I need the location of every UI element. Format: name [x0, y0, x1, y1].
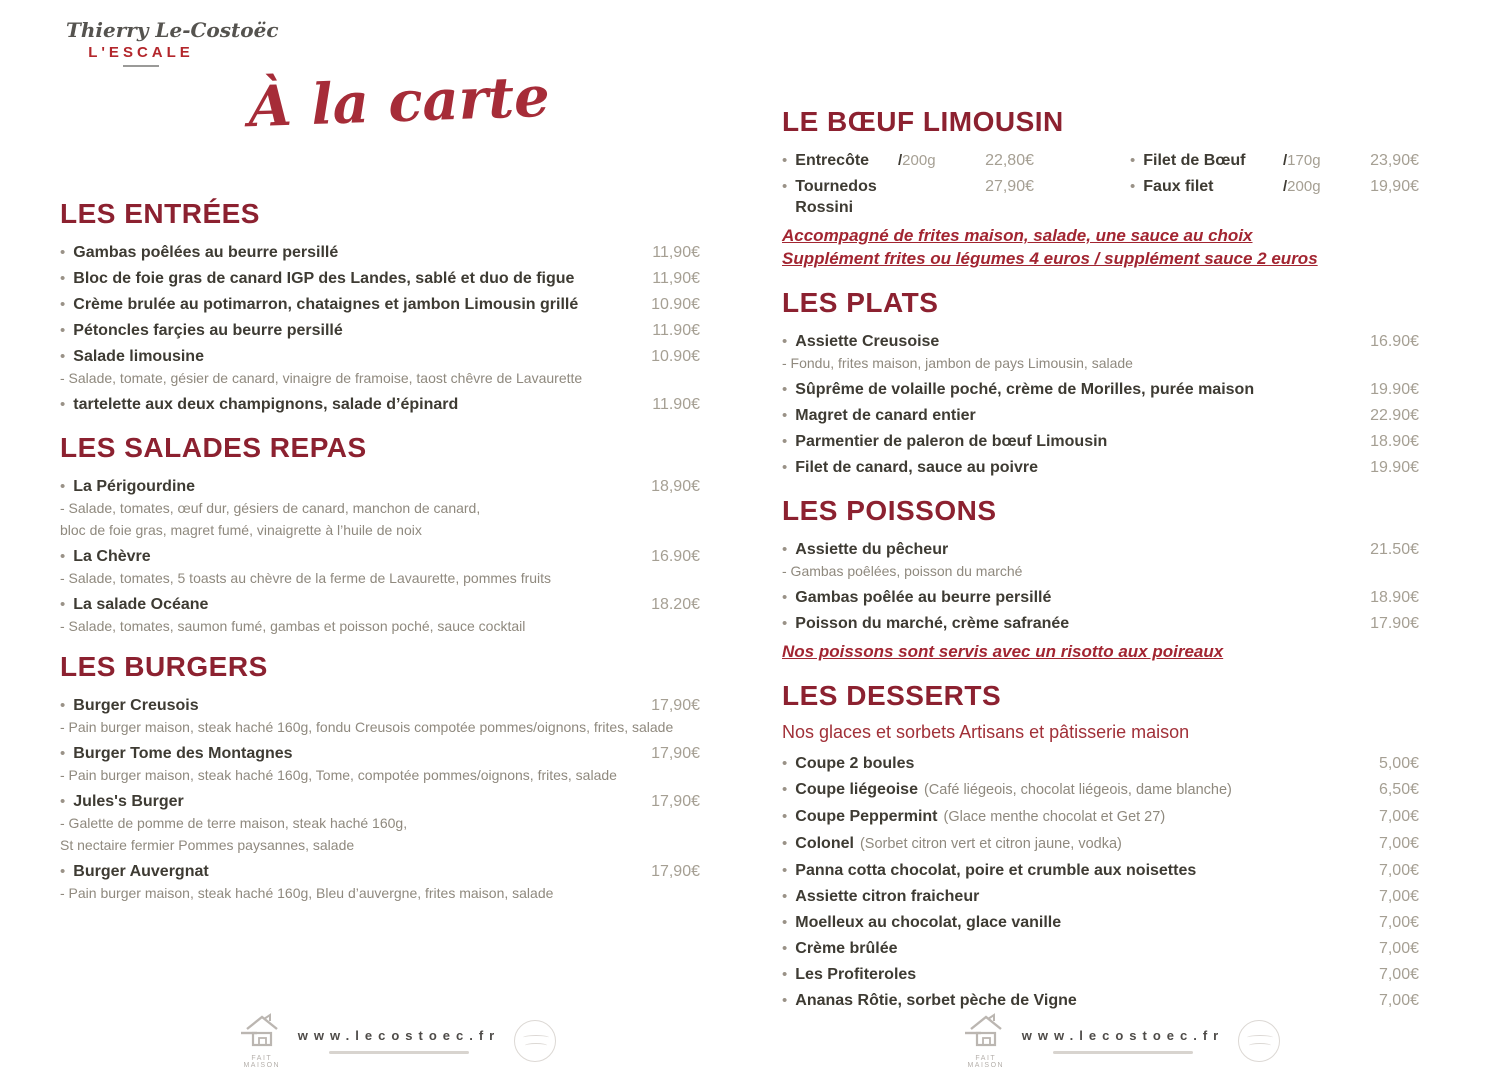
menu-item [60, 394, 700, 415]
menu-item-price: 19,90€ [1370, 178, 1419, 195]
menu-item [782, 431, 1419, 452]
bullet-icon: • [60, 548, 66, 565]
menu-item [782, 938, 1419, 959]
menu-item-weight [1283, 150, 1347, 171]
menu-column-left [60, 198, 700, 909]
menu-item-name: Gambas poêlée au beurre persillé [795, 589, 1052, 606]
fait-maison-label: FAIT MAISON [967, 1055, 1005, 1069]
section-les-salades-repas [60, 432, 700, 634]
bullet-icon: • [60, 270, 66, 287]
bullet-icon: • [60, 478, 66, 495]
menu-item [1130, 176, 1419, 197]
section-note: Nos poissons sont servis avec un risotto aux poireaux [782, 642, 1224, 661]
bullet-icon: • [782, 589, 788, 606]
menu-item-name: Entrecôte [795, 152, 870, 169]
slash-glyph: / [1283, 152, 1288, 169]
bullet-icon: • [782, 459, 788, 476]
section-items [60, 476, 700, 634]
menu-item-price: 7,00€ [1378, 992, 1419, 1009]
bullet-icon: • [782, 541, 788, 558]
menu-item-name: Faux filet [1143, 178, 1214, 195]
menu-item-description: bloc de foie gras, magret fumé, vinaigrette à l’huile de noix [60, 522, 422, 538]
menu-column-right [782, 106, 1419, 1016]
menu-item-name: Ananas Rôtie, sorbet pèche de Vigne [795, 992, 1077, 1009]
fait-maison-logo [964, 1012, 1008, 1069]
weight-value: 200g [1287, 178, 1321, 195]
bullet-icon: • [60, 396, 66, 413]
footer-right [967, 1012, 1272, 1069]
section-heading: LE BŒUF LIMOUSIN [782, 106, 1064, 137]
menu-item [60, 476, 700, 497]
fine-print-line [329, 1051, 469, 1054]
menu-item-price: 27,90€ [985, 178, 1034, 195]
menu-item [60, 346, 700, 367]
section-les-burgers [60, 651, 700, 901]
site-url-block [1022, 1028, 1224, 1054]
footer-left [243, 1012, 548, 1069]
menu-item [782, 779, 1419, 801]
menu-item [782, 587, 1419, 608]
menu-item-name: Jules's Burger [73, 793, 184, 810]
menu-item-name: Magret de canard entier [795, 407, 976, 424]
menu-item-name: Parmentier de paleron de bœuf Limousin [795, 433, 1108, 450]
beef-item-cell [1130, 150, 1419, 171]
menu-item-description: - Fondu, frites maison, jambon de pays Limousin, salade [782, 355, 1133, 371]
bullet-icon: • [60, 348, 66, 365]
bullet-icon: • [782, 862, 788, 879]
menu-item-name: Coupe liégeoise [795, 781, 918, 798]
menu-item [782, 176, 1034, 218]
menu-item-name: Burger Creusois [73, 697, 199, 714]
restaurant-logo [66, 18, 279, 67]
bullet-icon: • [782, 755, 788, 772]
menu-item-price: 17,90€ [651, 697, 700, 714]
bullet-icon: • [782, 914, 788, 931]
fine-print-line [1053, 1051, 1193, 1054]
menu-item-description: - Pain burger maison, steak haché 160g, Bleu d’auvergne, frites maison, salade [60, 885, 554, 901]
fait-maison-label: FAIT MAISON [243, 1055, 281, 1069]
menu-item-name: Assiette citron fraicheur [795, 888, 980, 905]
menu-item [782, 539, 1419, 560]
section-les-entrees [60, 198, 700, 415]
menu-item-name: Les Profiteroles [795, 966, 917, 983]
menu-item [60, 294, 700, 315]
menu-item-price: 7,00€ [1378, 888, 1419, 905]
bullet-icon: • [60, 793, 66, 810]
menu-item-price: 10.90€ [651, 296, 700, 313]
menu-item [782, 964, 1419, 985]
bullet-icon: • [782, 433, 788, 450]
menu-item [60, 546, 700, 567]
bullet-icon: • [782, 615, 788, 632]
section-items [60, 242, 700, 415]
menu-item-price: 19.90€ [1370, 381, 1419, 398]
section-les-desserts [782, 680, 1419, 1011]
section-heading: LES DESSERTS [782, 680, 1002, 711]
menu-item [782, 990, 1419, 1011]
menu-item-price: 11.90€ [652, 322, 700, 339]
menu-item-name: Sûprême de volaille poché, crème de Morilles, purée maison [795, 381, 1255, 398]
bullet-icon: • [782, 381, 788, 398]
beef-item-cell [1130, 176, 1419, 218]
menu-item-name: Burger Tome des Montagnes [73, 745, 293, 762]
menu-item [60, 695, 700, 716]
menu-item [782, 886, 1419, 907]
menu-item [782, 150, 1034, 171]
menu-item-price: 7,00€ [1378, 966, 1419, 983]
bullet-icon: • [60, 296, 66, 313]
bullet-icon: • [782, 152, 788, 169]
menu-item-name: Salade limousine [73, 348, 204, 365]
menu-item [60, 242, 700, 263]
weight-value: 200g [902, 152, 936, 169]
menu-item-price: 17,90€ [651, 745, 700, 762]
menu-item-price: 22.90€ [1370, 407, 1419, 424]
menu-item-price: 18.90€ [1370, 589, 1419, 606]
bullet-icon: • [782, 888, 788, 905]
menu-item-name: La salade Océane [73, 596, 209, 613]
menu-item-price: 7,00€ [1378, 835, 1419, 852]
bullet-icon: • [60, 745, 66, 762]
menu-item-name: Crème brulée au potimarron, chataignes et jambon Limousin grillé [73, 296, 579, 313]
menu-item-weight [1283, 176, 1347, 197]
bullet-icon: • [60, 596, 66, 613]
menu-item-name: tartelette aux deux champignons, salade d’épinard [73, 396, 459, 413]
menu-item [782, 833, 1419, 855]
menu-item-price: 6,50€ [1378, 781, 1419, 798]
menu-item [782, 912, 1419, 933]
menu-item [782, 379, 1419, 400]
menu-item-description: St nectaire fermier Pommes paysannes, salade [60, 837, 355, 853]
bullet-icon: • [1130, 178, 1136, 195]
menu-item [782, 457, 1419, 478]
menu-item-description: - Pain burger maison, steak haché 160g, Tome, compotée pommes/oignons, frites, salade [60, 767, 617, 783]
menu-item-weight [898, 150, 962, 171]
menu-item-description: - Salade, tomate, gésier de canard, vinaigre de framoise, taost chêvre de Lavaurette [60, 370, 583, 386]
section-les-poissons [782, 495, 1419, 663]
menu-item-description: - Salade, tomates, 5 toasts au chèvre de la ferme de Lavaurette, pommes fruits [60, 570, 552, 586]
menu-item-note: (Sorbet citron vert et citron jaune, vodka) [859, 836, 1122, 852]
menu-item [60, 791, 700, 812]
fait-maison-house-icon [964, 1012, 1008, 1048]
menu-item-price: 21.50€ [1370, 541, 1419, 558]
beef-item-cell [782, 176, 1034, 218]
menu-item [782, 405, 1419, 426]
page-title: À la carte [247, 63, 551, 141]
menu-item-name: La Chèvre [73, 548, 151, 565]
bullet-icon: • [1130, 152, 1136, 169]
site-url-block [298, 1028, 500, 1054]
menu-item [60, 861, 700, 882]
menu-item-price: 17.90€ [1370, 615, 1419, 632]
menu-item-note: (Café liégeois, chocolat liégeois, dame blanche) [923, 782, 1232, 798]
section-notes [782, 224, 1419, 270]
menu-item-price: 17,90€ [651, 863, 700, 880]
menu-item-name: Coupe 2 boules [795, 755, 915, 772]
bullet-icon: • [60, 244, 66, 261]
menu-item-name: La Périgourdine [73, 478, 196, 495]
gourmand-badge-icon [514, 1020, 556, 1062]
bullet-icon: • [782, 992, 788, 1009]
bullet-icon: • [782, 407, 788, 424]
menu-item-name: Burger Auvergnat [73, 863, 209, 880]
menu-item [60, 594, 700, 615]
section-heading: LES POISSONS [782, 495, 997, 526]
logo-script-name: Thierry Le-Costoëc [66, 18, 279, 42]
weight-value: 170g [1287, 152, 1321, 169]
section-items [782, 331, 1419, 478]
menu-item-name: Panna cotta chocolat, poire et crumble aux noisettes [795, 862, 1197, 879]
slash-glyph: / [1283, 178, 1288, 195]
section-items [782, 753, 1419, 1011]
section-items [782, 539, 1419, 634]
menu-item-note: (Glace menthe chocolat et Get 27) [943, 809, 1166, 825]
menu-item [1130, 150, 1419, 171]
menu-item-price: 22,80€ [985, 152, 1034, 169]
menu-item-price: 7,00€ [1378, 940, 1419, 957]
menu-item [60, 743, 700, 764]
gourmand-badge-icon [1238, 1020, 1280, 1062]
menu-item-name: Coupe Peppermint [795, 808, 938, 825]
section-subtitle: Nos glaces et sorbets Artisans et pâtisserie maison [782, 722, 1190, 742]
menu-item-price: 18.90€ [1370, 433, 1419, 450]
menu-item-name: Pétoncles farçies au beurre persillé [73, 322, 343, 339]
section-note: Supplément frites ou légumes 4 euros / supplément sauce 2 euros [782, 249, 1318, 268]
menu-item-description: - Galette de pomme de terre maison, steak haché 160g, [60, 815, 408, 831]
section-heading: LES SALADES REPAS [60, 432, 367, 463]
logo-underline [123, 65, 159, 67]
menu-item-price: 11.90€ [652, 396, 700, 413]
menu-item-name: Colonel [795, 835, 854, 852]
menu-item-price: 7,00€ [1378, 914, 1419, 931]
menu-item-price: 16.90€ [1370, 333, 1419, 350]
bullet-icon: • [60, 863, 66, 880]
menu-item-price: 5,00€ [1378, 755, 1419, 772]
bullet-icon: • [782, 333, 788, 350]
menu-item-price: 11,90€ [652, 244, 700, 261]
section-note: Accompagné de frites maison, salade, une sauce au choix [782, 226, 1253, 245]
menu-item-name: Assiette du pêcheur [795, 541, 949, 558]
menu-item-description: - Gambas poêlées, poisson du marché [782, 563, 1023, 579]
menu-item-name: Assiette Creusoise [795, 333, 940, 350]
section-le-b-uf-limousin [782, 106, 1419, 270]
bullet-icon: • [782, 835, 788, 852]
menu-item-price: 23,90€ [1370, 152, 1419, 169]
section-notes [782, 640, 1419, 663]
site-url: www.lecostoec.fr [297, 1027, 501, 1043]
menu-item-description: - Salade, tomates, saumon fumé, gambas et poisson poché, sauce cocktail [60, 618, 526, 634]
menu-item [782, 753, 1419, 774]
menu-item-price: 7,00€ [1378, 808, 1419, 825]
menu-item [782, 331, 1419, 352]
site-url: www.lecostoec.fr [1021, 1027, 1225, 1043]
section-heading: LES BURGERS [60, 651, 268, 682]
menu-item-price: 10.90€ [651, 348, 700, 365]
beef-item-cell [782, 150, 1034, 171]
section-heading: LES PLATS [782, 287, 939, 318]
menu-item-name: Tournedos Rossini [795, 178, 877, 216]
bullet-icon: • [782, 966, 788, 983]
fait-maison-house-icon [240, 1012, 284, 1048]
bullet-icon: • [782, 781, 788, 798]
slash-glyph: / [898, 152, 903, 169]
menu-item [782, 860, 1419, 881]
menu-item [60, 320, 700, 341]
menu-item-name: Filet de canard, sauce au poivre [795, 459, 1039, 476]
logo-sub-name: L'ESCALE [88, 44, 194, 61]
bullet-icon: • [782, 178, 788, 195]
beef-grid [782, 150, 1419, 218]
menu-item-description: - Pain burger maison, steak haché 160g, fondu Creusois compotée pommes/oignons, frites, salade [60, 719, 674, 735]
menu-item-name: Poisson du marché, crème safranée [795, 615, 1070, 632]
bullet-icon: • [60, 697, 66, 714]
menu-item-price: 16.90€ [651, 548, 700, 565]
menu-item [782, 613, 1419, 634]
menu-item-price: 7,00€ [1378, 862, 1419, 879]
bullet-icon: • [782, 940, 788, 957]
menu-item-name: Moelleux au chocolat, glace vanille [795, 914, 1062, 931]
menu-item-price: 11,90€ [652, 270, 700, 287]
menu-item-name: Crème brûlée [795, 940, 898, 957]
section-les-plats [782, 287, 1419, 478]
menu-item [782, 806, 1419, 828]
menu-item-name: Gambas poêlées au beurre persillé [73, 244, 339, 261]
menu-item [60, 268, 700, 289]
menu-item-name: Bloc de foie gras de canard IGP des Landes, sablé et duo de figue [73, 270, 575, 287]
section-heading: LES ENTRÉES [60, 198, 260, 229]
menu-item-price: 17,90€ [651, 793, 700, 810]
bullet-icon: • [60, 322, 66, 339]
menu-item-description: - Salade, tomates, œuf dur, gésiers de canard, manchon de canard, [60, 500, 481, 516]
menu-item-price: 18.20€ [651, 596, 700, 613]
bullet-icon: • [782, 808, 788, 825]
menu-item-name: Filet de Bœuf [1143, 152, 1246, 169]
menu-item-price: 18,90€ [651, 478, 700, 495]
menu-item-price: 19.90€ [1370, 459, 1419, 476]
section-items [60, 695, 700, 901]
fait-maison-logo [240, 1012, 284, 1069]
